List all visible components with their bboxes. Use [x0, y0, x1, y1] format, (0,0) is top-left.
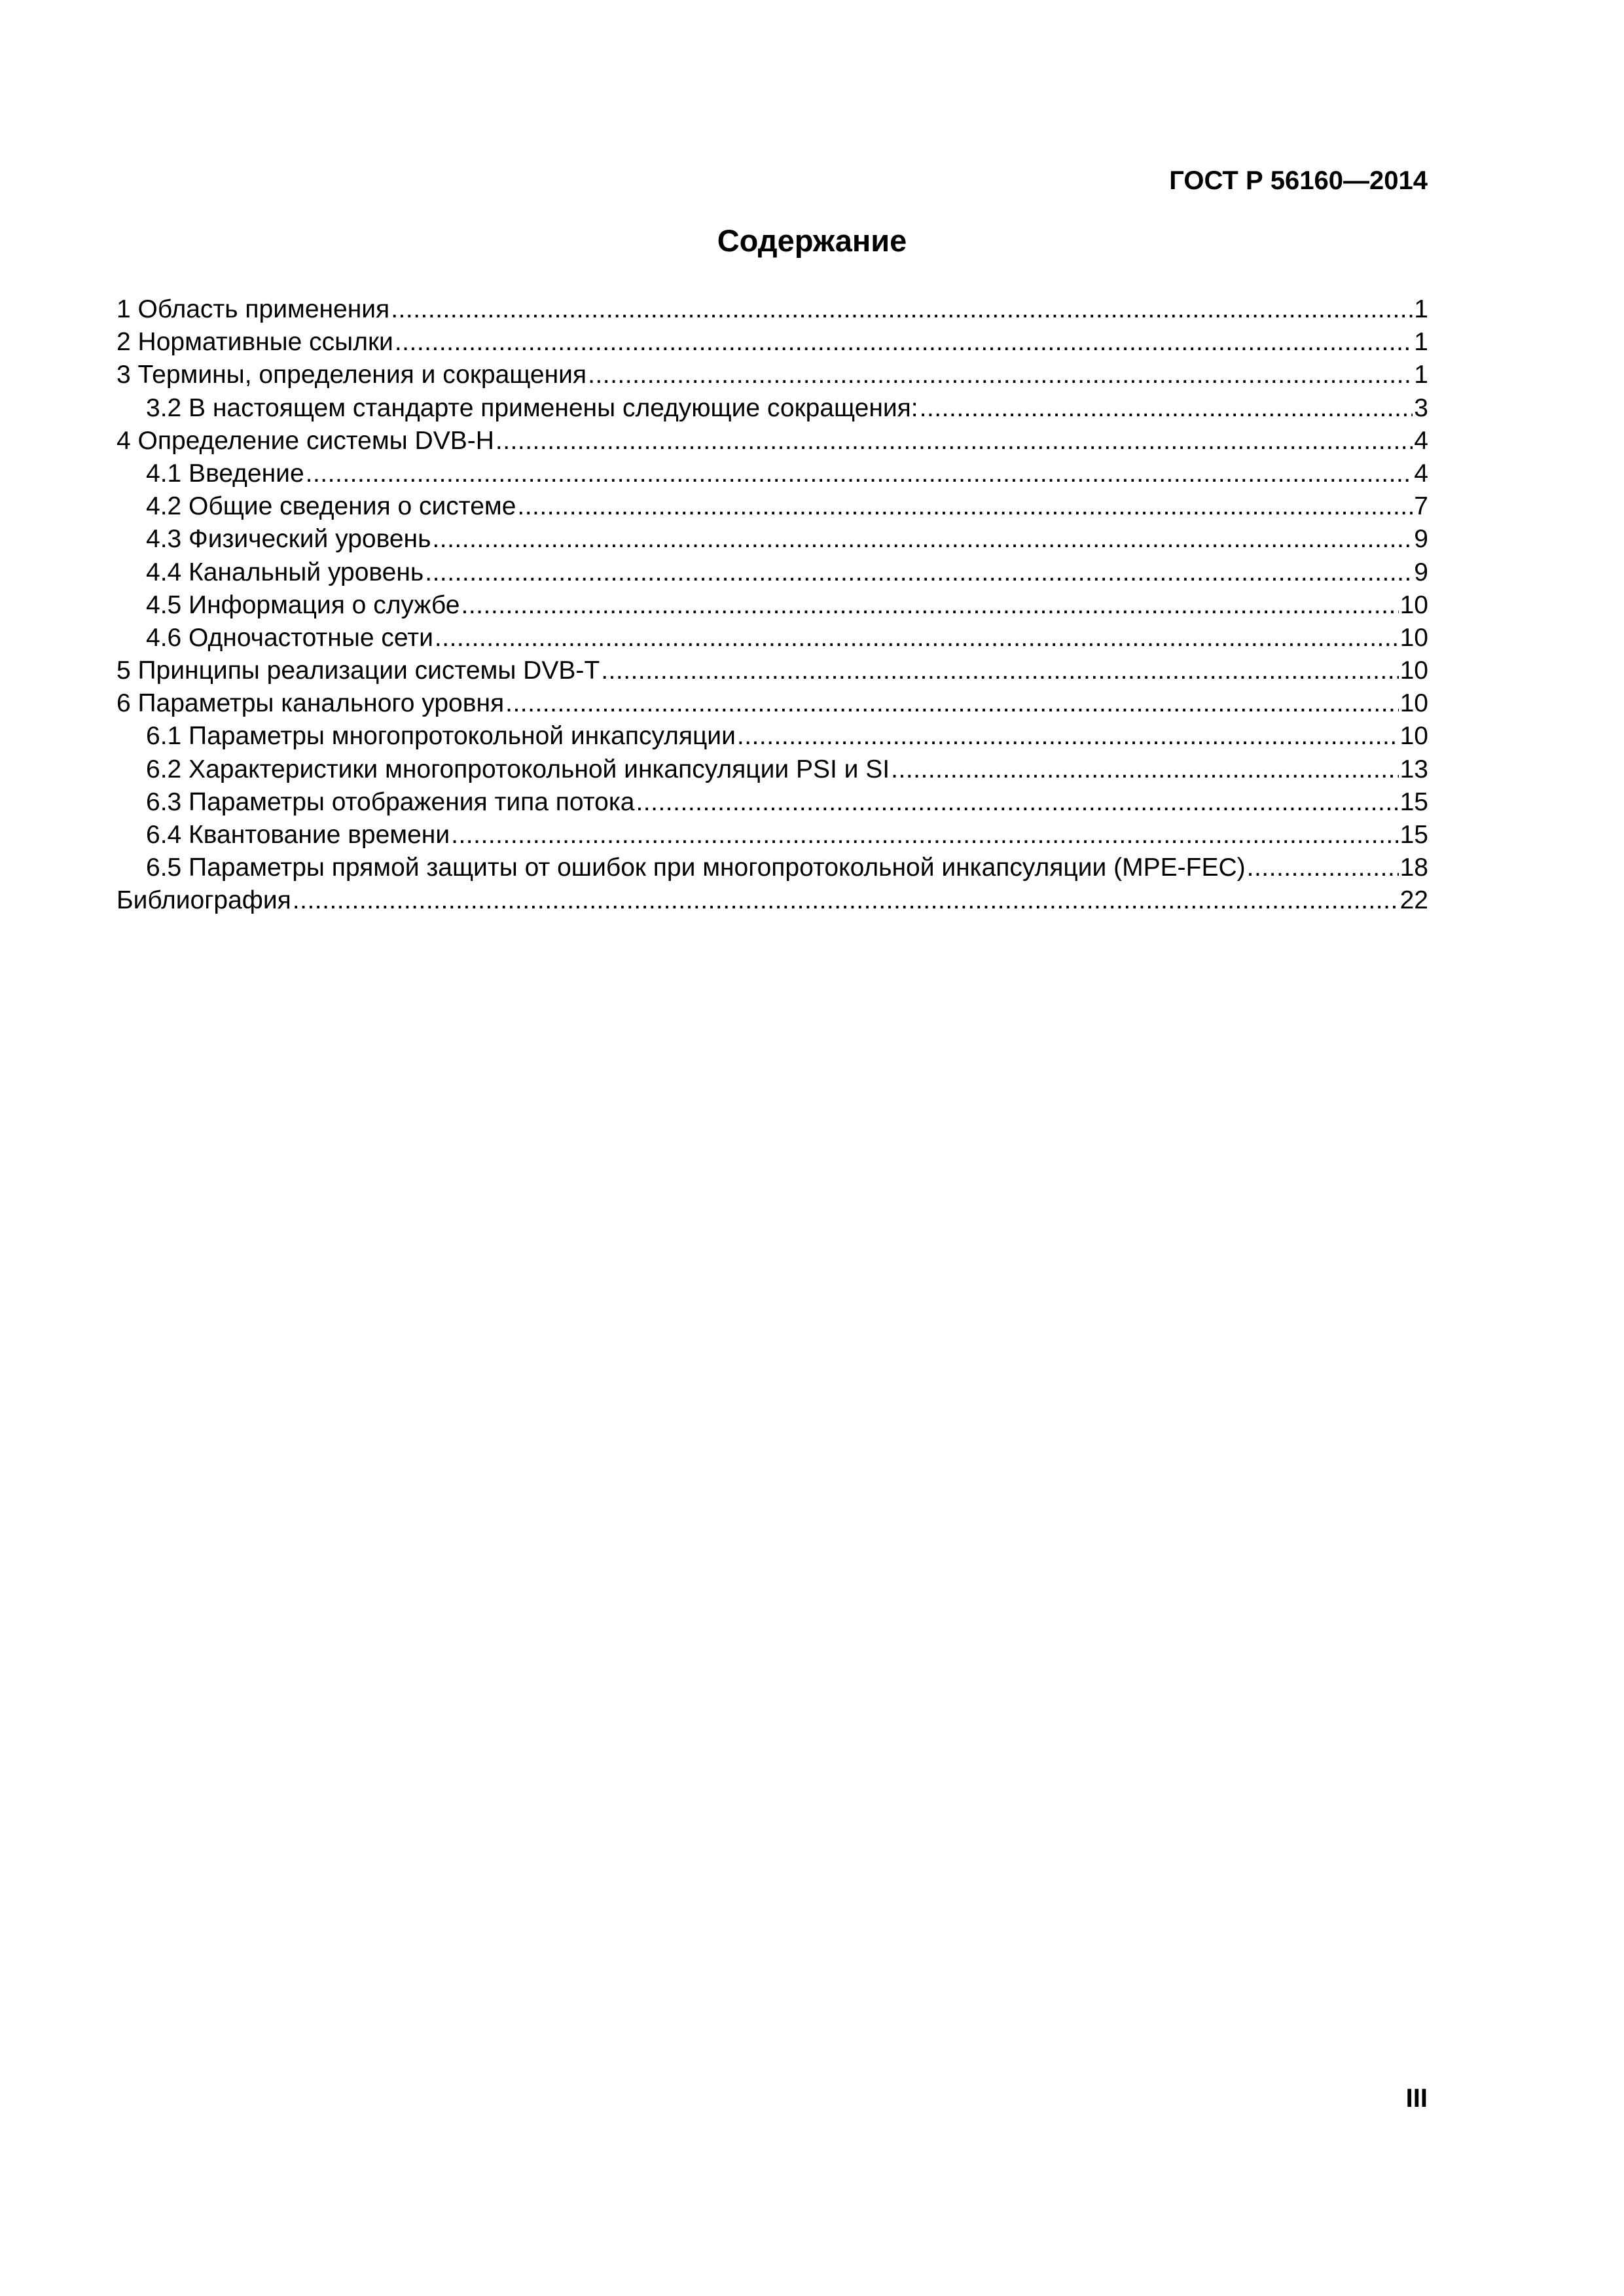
toc-entry-page: 4	[1414, 426, 1428, 455]
toc-entry[interactable]	[117, 687, 1428, 720]
toc-dot-leader	[517, 490, 1413, 523]
toc-entry-page: 1	[1414, 361, 1428, 389]
toc-entry[interactable]	[117, 425, 1428, 457]
toc-dot-leader	[306, 457, 1413, 490]
toc-entry-page: 15	[1399, 787, 1428, 816]
toc-dot-leader	[737, 720, 1399, 753]
toc-entry[interactable]	[117, 556, 1428, 589]
toc-entry-page: 15	[1399, 821, 1428, 849]
toc-entry-label: 4.3 Физический уровень	[146, 525, 431, 554]
toc-entry[interactable]	[117, 523, 1428, 556]
toc-entry-page: 10	[1399, 590, 1428, 619]
toc-dot-leader	[461, 589, 1399, 622]
toc-entry-page: 9	[1414, 525, 1428, 554]
toc-entry-page: 13	[1399, 755, 1428, 783]
toc-entry-label: 4.5 Информация о службе	[146, 590, 460, 619]
toc-entry-page: 3	[1414, 393, 1428, 422]
document-code: ГОСТ Р 56160—2014	[1169, 166, 1428, 195]
toc-entry-label: 2 Нормативные ссылки	[117, 328, 393, 357]
toc-dot-leader	[432, 523, 1413, 556]
toc-entry-page: 10	[1399, 656, 1428, 685]
toc-dot-leader	[588, 359, 1413, 391]
toc-entry[interactable]	[117, 819, 1428, 852]
toc-entry-label: 1 Область применения	[117, 295, 390, 323]
toc-entry-page: 4	[1414, 459, 1428, 488]
toc-entry-label: 4.1 Введение	[146, 459, 304, 488]
toc-entry-label: 4.2 Общие сведения о системе	[146, 492, 516, 521]
toc-entry[interactable]	[117, 753, 1428, 786]
toc-entry[interactable]	[117, 490, 1428, 523]
toc-entry-label: Библиография	[117, 886, 291, 915]
toc-entry[interactable]	[117, 293, 1428, 326]
toc-entry-page: 1	[1414, 328, 1428, 357]
table-of-contents	[117, 293, 1428, 918]
toc-dot-leader	[1247, 852, 1399, 884]
toc-entry-page: 18	[1399, 853, 1428, 882]
toc-entry[interactable]	[117, 622, 1428, 655]
toc-entry-label: 4.6 Одночастотные сети	[146, 623, 433, 652]
toc-entry-label: 4 Определение системы DVB-H	[117, 426, 494, 455]
toc-entry-label: 6 Параметры канального уровня	[117, 689, 505, 718]
toc-entry-label: 6.4 Квантование времени	[146, 821, 450, 849]
toc-entry-label: 4.4 Канальный уровень	[146, 558, 424, 586]
toc-dot-leader	[891, 753, 1398, 786]
toc-dot-leader	[425, 556, 1413, 589]
toc-entry-page: 10	[1399, 689, 1428, 718]
toc-entry-label: 3.2 В настоящем стандарте применены следующие сокращения:	[146, 393, 918, 422]
toc-entry[interactable]	[117, 655, 1428, 687]
toc-entry[interactable]	[117, 786, 1428, 819]
page-number: III	[1405, 2084, 1428, 2113]
toc-entry-label: 6.3 Параметры отображения типа потока	[146, 787, 635, 816]
toc-entry-page: 1	[1414, 295, 1428, 323]
toc-entry[interactable]	[117, 589, 1428, 622]
toc-entry[interactable]	[117, 359, 1428, 391]
toc-entry-page: 22	[1399, 886, 1428, 915]
toc-entry-page: 9	[1414, 558, 1428, 586]
toc-dot-leader	[505, 687, 1399, 720]
toc-entry-label: 5 Принципы реализации системы DVB-T	[117, 656, 600, 685]
toc-entry[interactable]	[117, 884, 1428, 917]
toc-entry-label: 6.5 Параметры прямой защиты от ошибок при многопротокольной инкапсуляции (MPE-FEC)	[146, 853, 1246, 882]
toc-entry[interactable]	[117, 326, 1428, 359]
toc-dot-leader	[920, 392, 1413, 425]
toc-dot-leader	[395, 326, 1413, 359]
toc-dot-leader	[451, 819, 1398, 852]
toc-entry-page: 7	[1414, 492, 1428, 521]
toc-title: Содержание	[717, 223, 907, 258]
toc-entry[interactable]	[117, 392, 1428, 425]
toc-entry[interactable]	[117, 457, 1428, 490]
toc-entry-page: 10	[1399, 623, 1428, 652]
toc-entry[interactable]	[117, 852, 1428, 884]
toc-dot-leader	[293, 884, 1399, 917]
toc-entry-label: 3 Термины, определения и сокращения	[117, 361, 587, 389]
toc-entry[interactable]	[117, 720, 1428, 753]
toc-dot-leader	[601, 655, 1398, 687]
toc-dot-leader	[496, 425, 1413, 457]
toc-dot-leader	[435, 622, 1399, 655]
toc-entry-page: 10	[1399, 722, 1428, 751]
toc-dot-leader	[636, 786, 1398, 819]
toc-entry-label: 6.2 Характеристики многопротокольной инкапсуляции PSI и SI	[146, 755, 890, 783]
toc-dot-leader	[391, 293, 1413, 326]
toc-entry-label: 6.1 Параметры многопротокольной инкапсуляции	[146, 722, 736, 751]
